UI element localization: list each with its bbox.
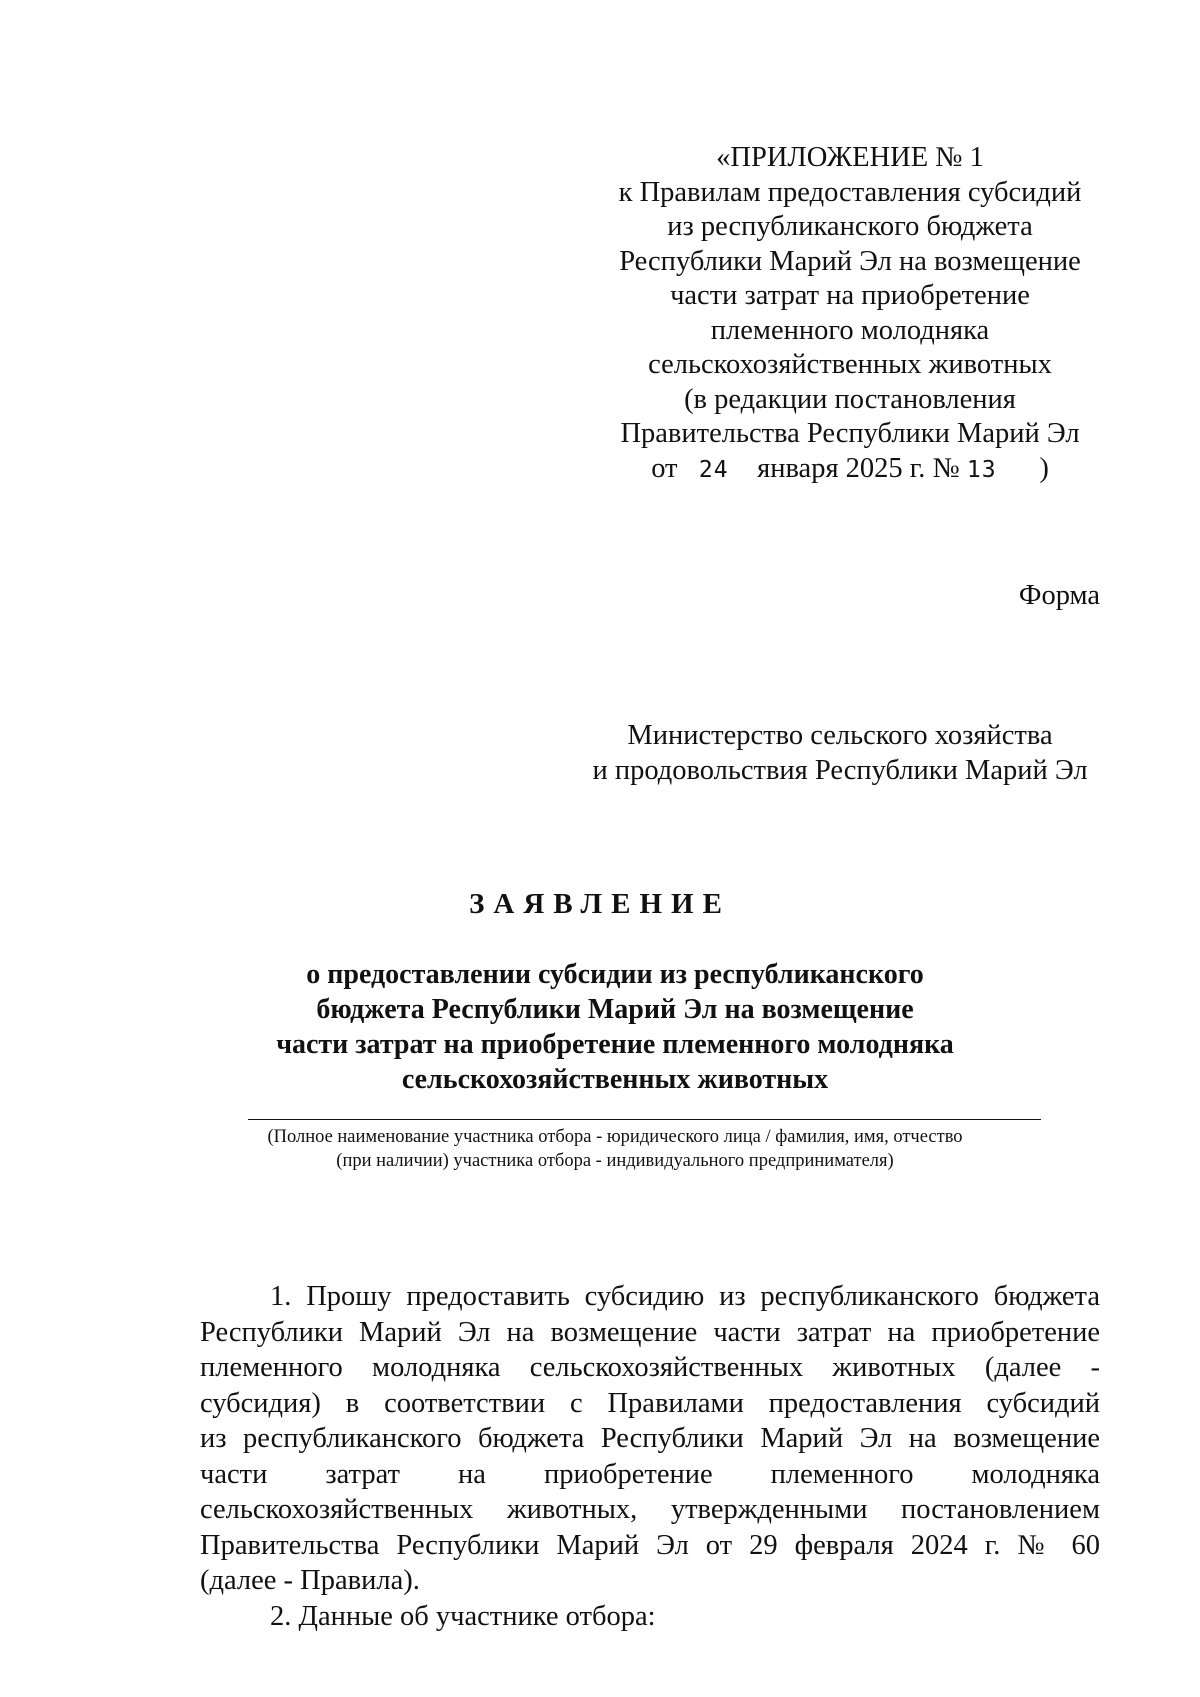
paragraph-1-line: Республики Марий Эл на возмещение части затрат на приобретение: [200, 1316, 1100, 1348]
caption-line: (Полное наименование участника отбора - юридического лица / фамилия, имя, отчество: [267, 1127, 963, 1147]
addressee-line: и продовольствия Республики Марий Эл: [592, 755, 1088, 786]
subtitle-line: части затрат на приобретение племенного молодняка: [276, 1029, 954, 1060]
form-label: Форма: [1018, 580, 1100, 611]
paragraph-1-line: племенного молодняка сельскохозяйственных животных (далее -: [200, 1352, 1100, 1383]
appendix-line: «ПРИЛОЖЕНИЕ № 1: [716, 142, 984, 173]
caption-line: (при наличии) участника отбора - индивидуального предпринимателя): [336, 1151, 894, 1171]
appendix-line: из республиканского бюджета: [667, 211, 1033, 242]
appendix-line: к Правилам предоставления субсидий: [618, 176, 1082, 208]
paragraph-1-line: субсидия) в соответствии с Правилами предоставления субсидий: [200, 1387, 1100, 1419]
addressee-block: [580, 718, 1100, 788]
paragraph-1-line: Правительства Республики Марий Эл от 29 февраля 2024 г. № 60: [200, 1529, 1100, 1561]
appendix-line: (в редакции постановления: [684, 383, 1016, 415]
appendix-line: Республики Марий Эл на возмещение: [619, 245, 1081, 277]
date-close: ): [1039, 452, 1049, 484]
date-rest: января 2025 г. №: [757, 452, 960, 484]
document-subtitle: [200, 957, 1030, 1097]
paragraph-2: 2. Данные об участнике отбора:: [270, 1600, 656, 1632]
appendix-line: части затрат на приобретение: [670, 280, 1030, 311]
date-prefix: от: [651, 452, 678, 484]
fill-in-line: [248, 1119, 1041, 1120]
subtitle-line: бюджета Республики Марий Эл на возмещение: [316, 994, 914, 1025]
paragraph-1-last-line: (далее - Правила).: [200, 1565, 420, 1596]
date-day: 24: [698, 456, 729, 483]
paragraph-1-line: 1. Прошу предоставить субсидию из республиканского бюджета: [270, 1281, 1100, 1312]
fill-in-caption: [200, 1125, 1030, 1173]
appendix-header: [600, 141, 1100, 487]
appendix-line: племенного молодняка: [710, 314, 990, 346]
addressee-line: Министерство сельского хозяйства: [627, 720, 1053, 751]
document-title: ЗАЯВЛЕНИЕ: [469, 888, 731, 920]
subtitle-line: сельскохозяйственных животных: [401, 1064, 829, 1095]
paragraph-1-line: части затрат на приобретение племенного молодняка: [200, 1458, 1100, 1490]
appendix-line: Правительства Республики Марий Эл: [620, 418, 1080, 449]
document-body: [200, 1279, 1100, 1634]
appendix-line: сельскохозяйственных животных: [648, 349, 1052, 380]
appendix-date-line: [600, 452, 1100, 488]
paragraph-1-line: сельскохозяйственных животных, утвержденными постановлением: [200, 1494, 1100, 1525]
date-number: 13: [966, 456, 997, 483]
paragraph-1-line: из республиканского бюджета Республики Марий Эл на возмещение: [200, 1423, 1100, 1454]
subtitle-line: о предоставлении субсидии из республиканского: [306, 959, 924, 990]
